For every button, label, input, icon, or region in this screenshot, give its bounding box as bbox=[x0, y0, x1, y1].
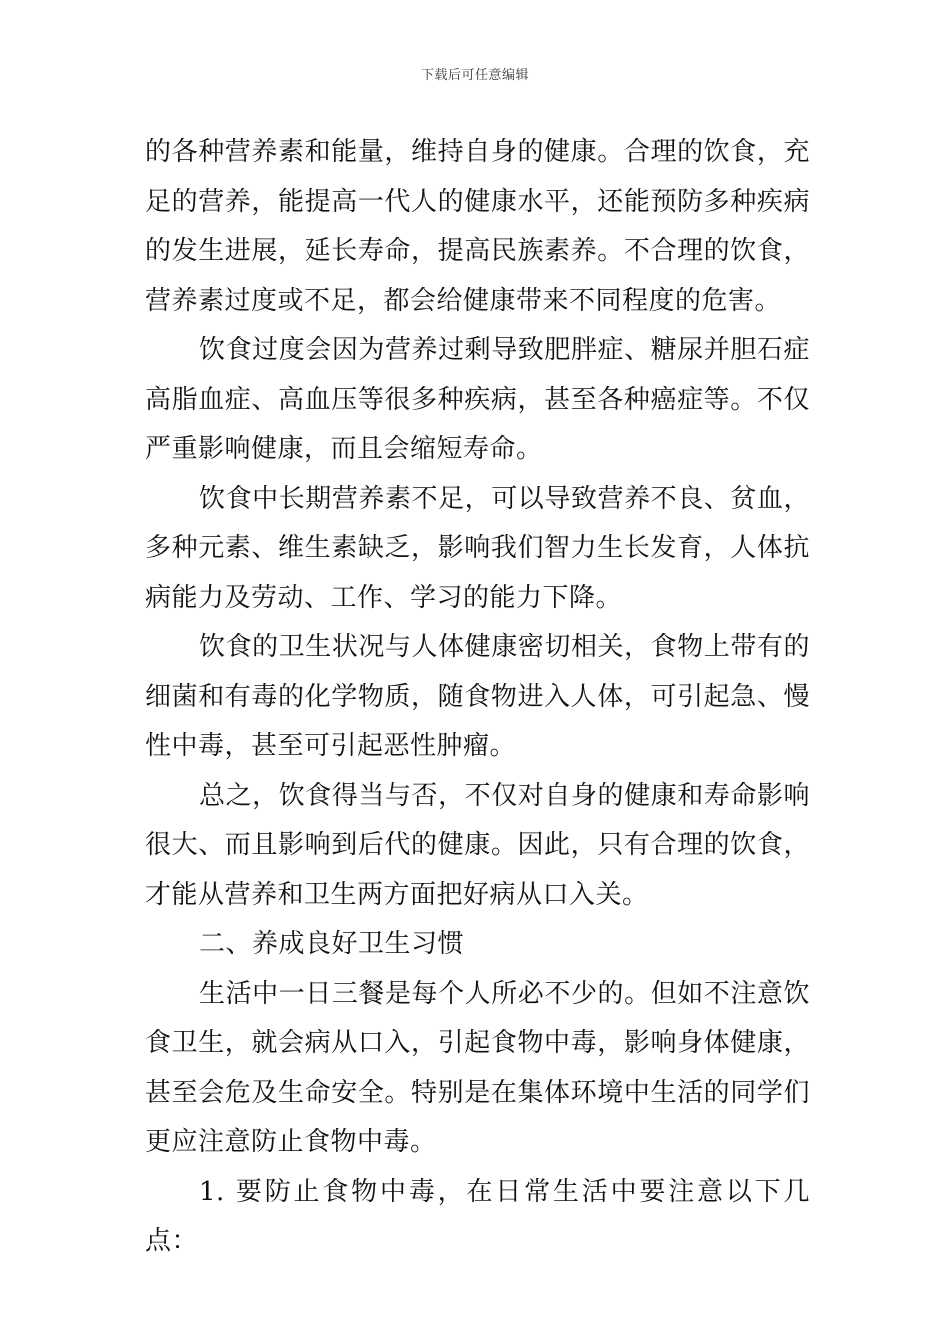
section-heading-hygiene-habits: 二、养成良好卫生习惯 bbox=[199, 929, 465, 959]
paragraph-three-meals: 生活中一日三餐是每个人所必不少的。但如不注意饮食卫生，就会病从口入，引起食物中毒，影响身体健康，甚至会危及生命安全。特别是在集体环境中生活的同学们更应注意防止食物中毒。 bbox=[145, 978, 810, 1157]
paragraph-overeating: 饮食过度会因为营养过剩导致肥胖症、糖尿并胆石症高脂血症、高血压等很多种疾病，甚至各种癌症等。不仅严重影响健康，而且会缩短寿命。 bbox=[145, 335, 810, 464]
paragraph-nutrition-intro: 的各种营养素和能量，维持自身的健康。合理的饮食，充足的营养，能提高一代人的健康水平，还能预防多种疾病的发生进展，延长寿命，提高民族素养。不合理的饮食，营养素过度或不足，都会给健康带来不同程度的危害。 bbox=[145, 137, 810, 316]
document-body bbox=[145, 128, 810, 1267]
paragraph-food-hygiene: 饮食的卫生状况与人体健康密切相关，食物上带有的细菌和有毒的化学物质，随食物进入人体，可引起急、慢性中毒，甚至可引起恶性肿瘤。 bbox=[145, 632, 810, 761]
paragraph-undernutrition: 饮食中长期营养素不足，可以导致营养不良、贫血，多种元素、维生素缺乏，影响我们智力生长发育，人体抗病能力及劳动、工作、学习的能力下降。 bbox=[145, 483, 810, 613]
list-item-prevent-poisoning: 1. 要防止食物中毒，在日常生活中要注意以下几点： bbox=[145, 1176, 810, 1256]
page-header: 下载后可任意编辑 bbox=[420, 68, 529, 83]
paragraph-summary: 总之，饮食得当与否，不仅对自身的健康和寿命影响很大、而且影响到后代的健康。因此，只有合理的饮食，才能从营养和卫生两方面把好病从口入关。 bbox=[145, 780, 810, 910]
